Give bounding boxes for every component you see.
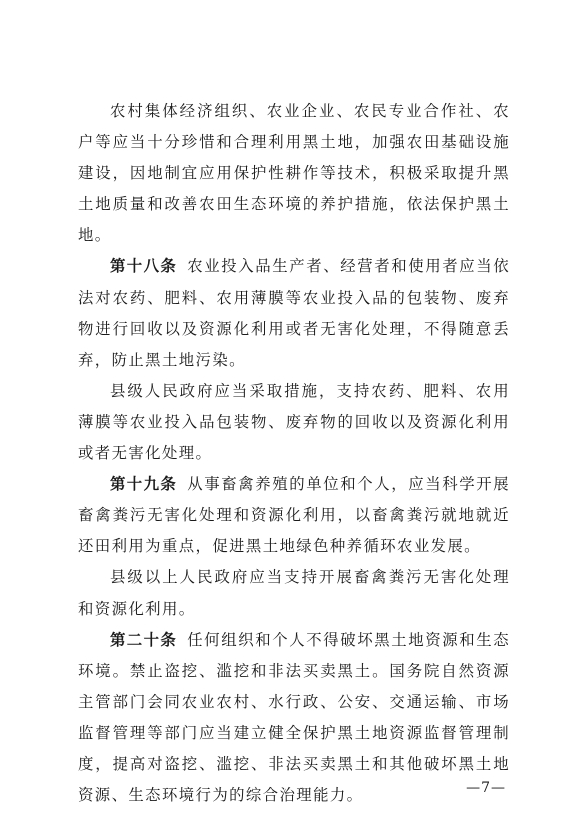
- document-body: [78, 96, 510, 811]
- paragraph-1: [78, 96, 510, 251]
- paragraph-article-18: [78, 251, 510, 375]
- paragraph-3: [78, 376, 510, 469]
- paragraph-article-20: [78, 625, 510, 812]
- article-number: 第二十条: [110, 630, 178, 649]
- paragraph-text: 农村集体经济组织、农业企业、农民专业合作社、农户等应当十分珍惜和合理利用黑土地，加强农田基础设施建设，因地制宜应用保护性耕作等技术，积极采取提升黑土地质量和改善农田生态环境的养护措施，依法保护黑土地。: [78, 102, 510, 245]
- paragraph-text: 农业投入品生产者、经营者和使用者应当依法对农药、肥料、农用薄膜等农业投入品的包装物、废弃物进行回收以及资源化利用或者无害化处理，不得随意丢弃，防止黑土地污染。: [78, 257, 510, 369]
- paragraph-5: [78, 562, 510, 624]
- paragraph-text: 县级以上人民政府应当支持开展畜禽粪污无害化处理和资源化利用。: [78, 568, 510, 618]
- paragraph-text: 从事畜禽养殖的单位和个人，应当科学开展畜禽粪污无害化处理和资源化利用，以畜禽粪污就地就近还田利用为重点，促进黑土地绿色种养循环农业发展。: [78, 475, 510, 556]
- paragraph-text: 县级人民政府应当采取措施，支持农药、肥料、农用薄膜等农业投入品包装物、废弃物的回收以及资源化利用或者无害化处理。: [78, 381, 510, 463]
- page-number: —7—: [466, 780, 506, 796]
- article-number: 第十九条: [110, 475, 178, 494]
- paragraph-article-19: [78, 469, 510, 562]
- paragraph-text: 任何组织和个人不得破坏黑土地资源和生态环境。禁止盗挖、滥挖和非法买卖黑土。国务院自然资源主管部门会同农业农村、水行政、公安、交通运输、市场监督管理等部门应当建立健全保护黑土地资源监督管理制度，提高对盗挖、滥挖、非法买卖黑土和其他破坏黑土地资源、生态环境行为的综合治理能力。: [78, 630, 510, 805]
- article-number: 第十八条: [110, 257, 178, 276]
